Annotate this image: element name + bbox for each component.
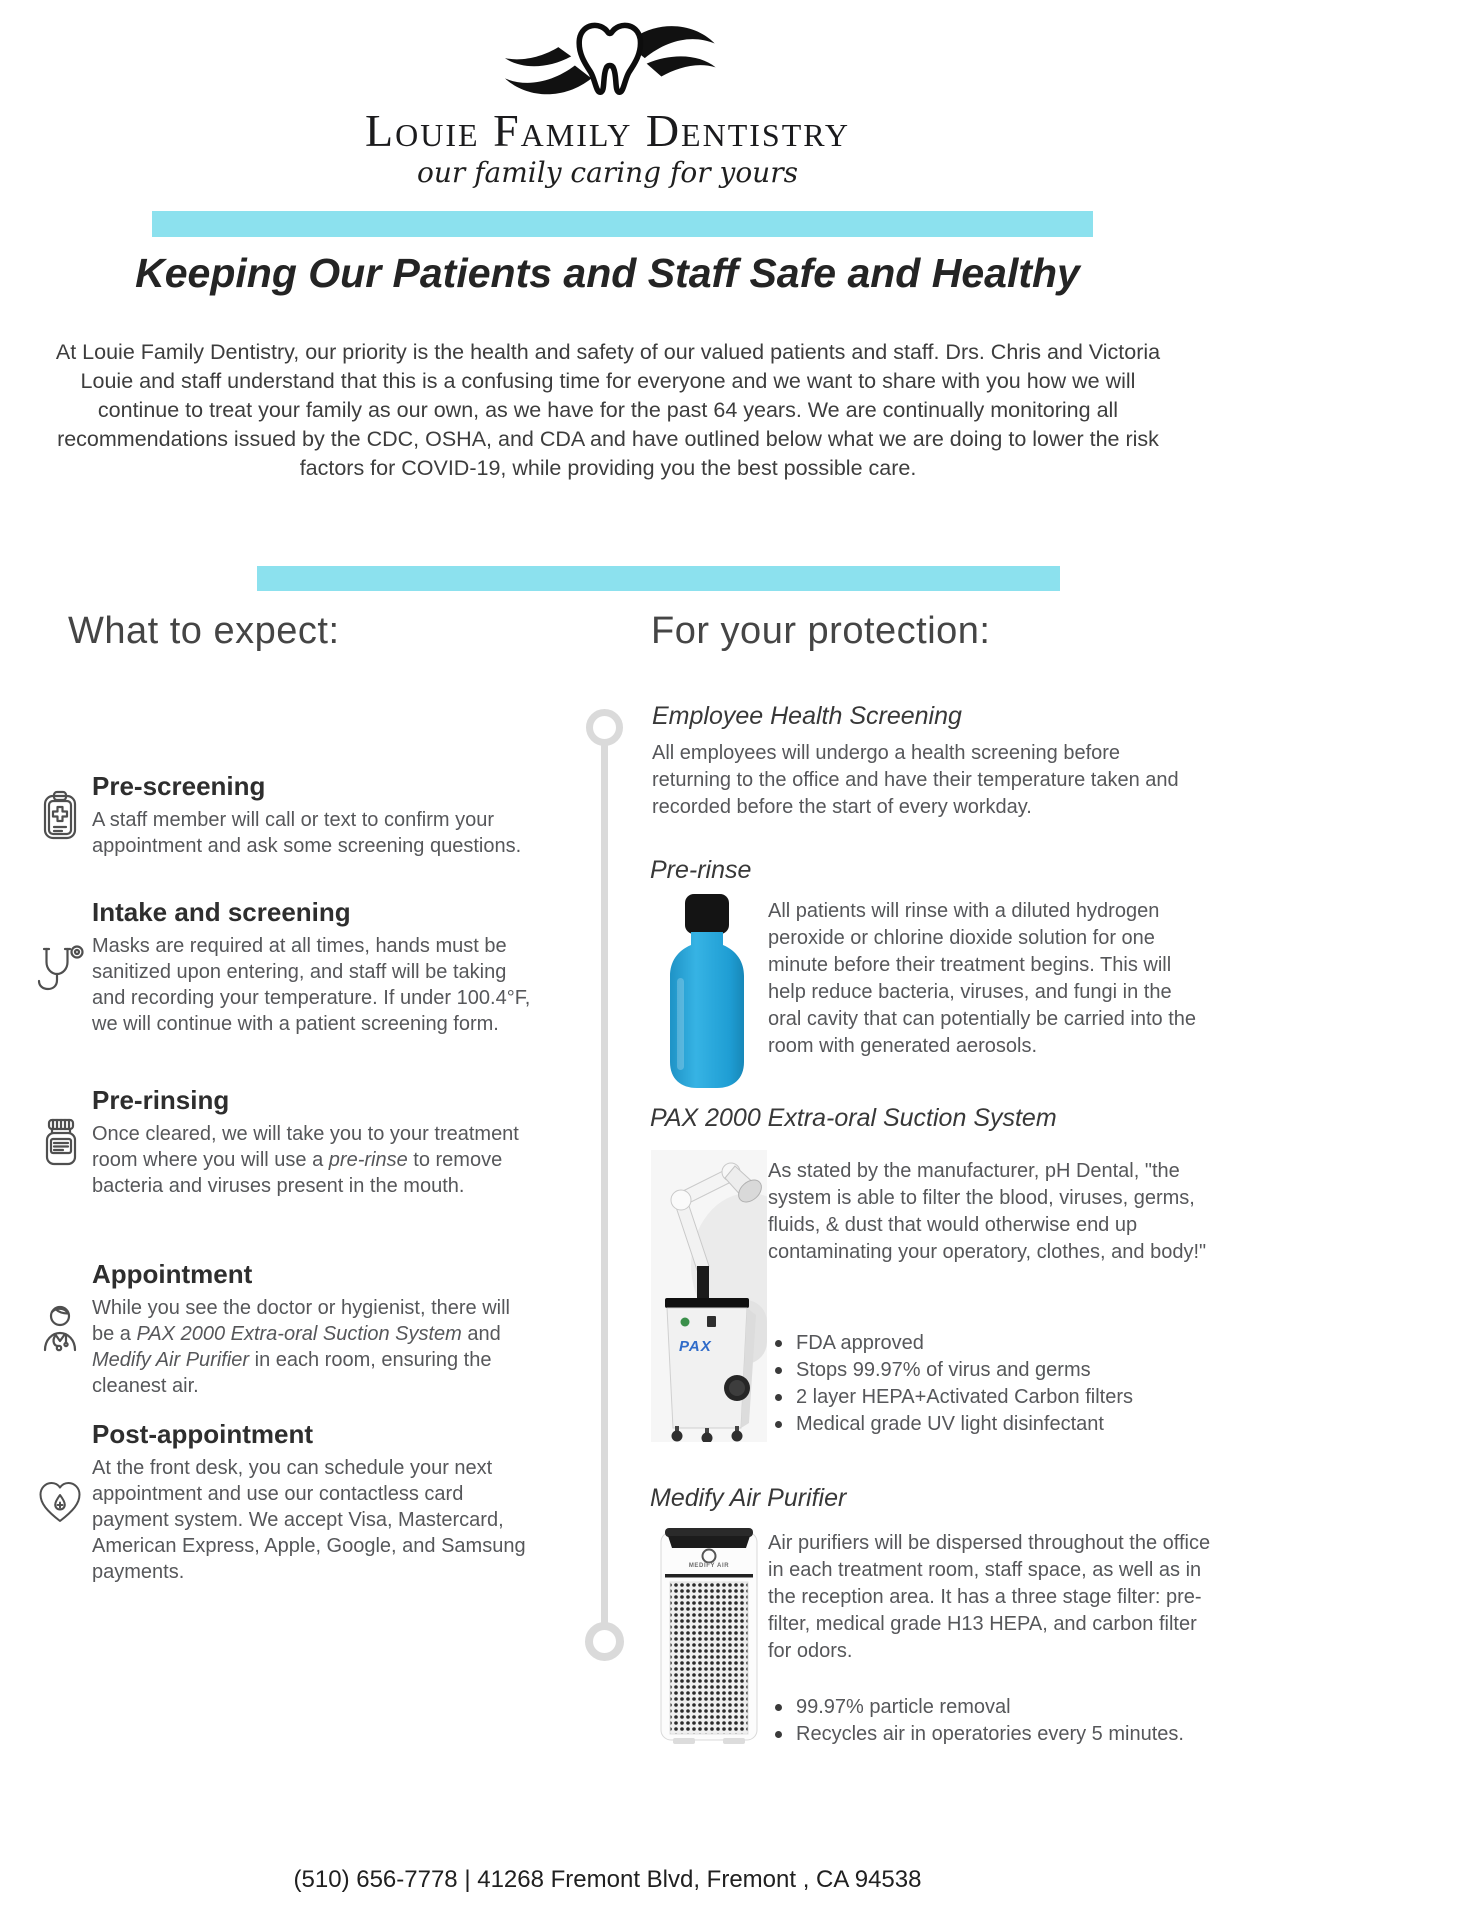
heart-droplet-icon [28,1474,92,1530]
brand-name: Louie Family Dentistry [365,105,850,156]
section-body: Air purifiers will be dispersed throughout the office in each treatment room, staff space, as well as in the reception area. It has a three stage filter: pre-filter, medical grade H13 HEPA, and carbon filter for odors. [768,1532,1211,1662]
section-body: As stated by the manufacturer, pH Dental, "the system is able to filter the blood, viruses, germs, fluids, & dust that would otherwise end up contaminating your operatory, clothes, and body!" [768,1160,1207,1263]
page-title: Keeping Our Patients and Staff Safe and Healthy [135,250,1080,296]
item-title: Post-appointment [92,1419,313,1449]
pax-feature-list [770,1330,1210,1438]
medify-feature-list [770,1694,1210,1748]
doctor-icon [28,1301,92,1357]
intro-paragraph: At Louie Family Dentistry, our priority is the health and safety of our valued patients and staff. Drs. Chris and Victoria Louie and staff understand that this is a confusing time for everyone and we want to share with you how we will continue to treat your family as our own, as we have for the past 64 years. We are continually monitoring all recommendations issued by the CDC, OSHA, and CDA and have outlined below what we are doing to lower the risk factors for COVID-19, while providing you the best possible care. [55,340,1161,480]
list-item: 2 layer HEPA+Activated Carbon filters [770,1384,1210,1411]
list-item: Medical grade UV light disinfectant [770,1411,1210,1438]
section-title-pre-rinse: Pre-rinse [650,856,752,884]
item-description: Once cleared, we will take you to your treatment room where you will use a pre-rinse to remove bacteria and viruses present in the mouth. [92,1122,519,1197]
list-item-pre-rinsing [28,1086,533,1199]
footer-contact: (510) 656-7778 | 41268 Fremont Blvd, Fremont , CA 94538 [293,1866,922,1893]
list-item: 99.97% particle removal [770,1694,1210,1721]
list-item-post-appointment [28,1420,533,1585]
list-item-intake [28,898,533,1037]
timeline-circle-top [586,709,623,746]
item-title: Pre-rinsing [92,1085,230,1115]
item-description: While you see the doctor or hygienist, there will be a PAX 2000 Extra-oral Suction System and Medify Air Purifier in each room, ensuring the cleanest air. [92,1296,510,1397]
header [0,14,1215,189]
section-title-employee-health-screening: Employee Health Screening [652,702,962,730]
list-item: Recycles air in operatories every 5 minutes. [770,1721,1210,1748]
list-item: FDA approved [770,1330,1210,1357]
section-body: All employees will undergo a health screening before returning to the office and have their temperature taken and recorded before the start of every workday. [652,742,1179,818]
right-column-heading: For your protection: [651,610,991,652]
item-description: At the front desk, you can schedule your next appointment and use our contactless card payment system. We accept Visa, Mastercard, American Express, Apple, Google, and Samsung payments. [92,1456,526,1583]
item-title: Intake and screening [92,897,351,927]
item-description: A staff member will call or text to confirm your appointment and ask some screening questions. [92,808,522,857]
pax-device-label: PAX [679,1338,712,1355]
tooth-swoosh-logo-icon [488,14,728,106]
medify-air-purifier-photo [655,1522,763,1753]
left-column-heading: What to expect: [68,610,340,652]
medify-device-label: MEDIFY AIR [688,1563,730,1569]
section-title-medify: Medify Air Purifier [650,1484,847,1512]
medicine-bottle-icon [28,1114,92,1170]
list-item: Stops 99.97% of virus and germs [770,1357,1210,1384]
section-body: All patients will rinse with a diluted hydrogen peroxide or chlorine dioxide solution for one minute before their treatment begins. This will help reduce bacteria, viruses, and fungi in the oral cavity that can potentially be carried into the room with generated aerosols. [768,900,1197,1057]
list-item-pre-screening [28,772,533,859]
brand-tagline: our family caring for yours [417,156,798,189]
timeline-line [601,744,608,1624]
list-item-appointment [28,1260,533,1399]
item-title: Appointment [92,1259,253,1289]
blue-rinse-bottle-photo [653,892,761,1095]
stethoscope-icon [28,939,92,995]
item-description: Masks are required at all times, hands must be sanitized upon entering, and staff will be taking and recording your temperature. If under 100.4°F, we will continue with a patient screening form. [92,934,531,1035]
accent-bar-middle [257,566,1060,591]
pax-2000-suction-machine-photo [651,1150,767,1447]
clipboard-medical-icon [28,787,92,843]
item-title: Pre-screening [92,771,266,801]
timeline-circle-bottom [585,1622,624,1661]
section-title-pax-2000: PAX 2000 Extra-oral Suction System [650,1104,1057,1132]
accent-bar-top [152,211,1093,237]
